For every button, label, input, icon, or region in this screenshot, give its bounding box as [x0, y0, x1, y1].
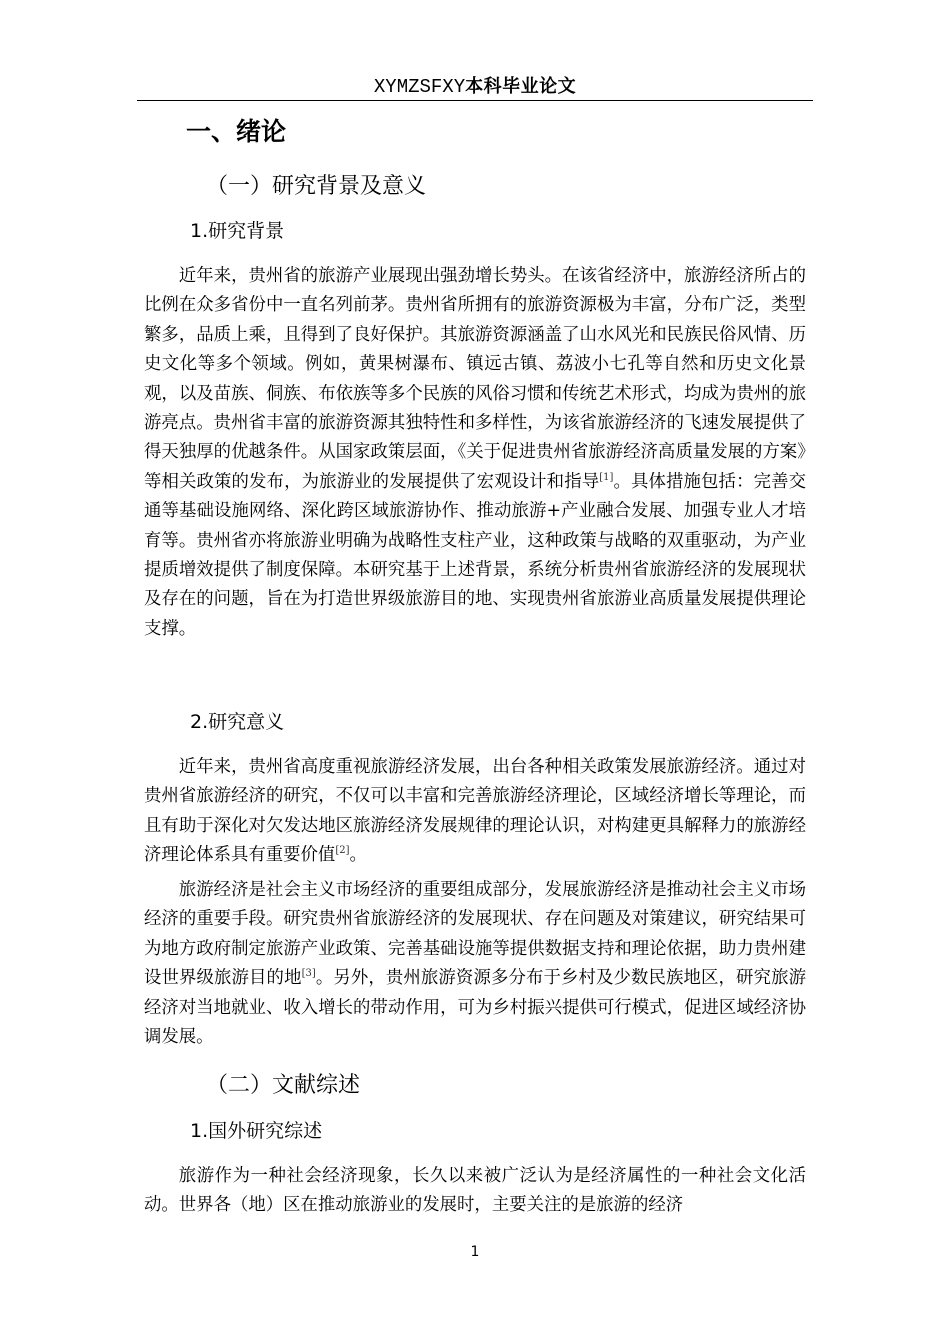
citation-1: [1] [599, 472, 614, 484]
section-heading-background: （一）研究背景及意义 [206, 174, 427, 199]
text-run: 旅游经济是社会主义市场经济的重要组成部分，发展旅游经济是推动社会主义市场经济的重要手段。研究贵州省旅游经济的发展现状、存在问题及对策建议，研究结果可为地方政府制定旅游产业政策、完善基础设施等提供数据支持和理论依据，助力贵州建设世界级旅游目的地 [144, 880, 806, 989]
subsection-heading-research-significance: 2.研究意义 [190, 711, 285, 733]
text-run: 近年来，贵州省高度重视旅游经济发展，出台各种相关政策发展旅游经济。通过对贵州省旅游经济的研究，不仅可以丰富和完善旅游经济理论，区域经济增长等理论，而且有助于深化对欠发达地区旅游经济发展规律的理论认识，对构建更具解释力的旅游经济理论体系具有重要价值 [144, 757, 806, 866]
chapter-heading: 一、绪论 [186, 117, 287, 146]
header-latin: XYMZSFXY [373, 76, 466, 98]
section-heading-literature-review: （二）文献综述 [206, 1073, 361, 1098]
citation-2: [2] [335, 845, 350, 857]
header-chinese: 本科毕业论文 [465, 76, 577, 97]
header-rule [137, 100, 813, 101]
subsection-heading-foreign-review: 1.国外研究综述 [190, 1120, 323, 1142]
paragraph-foreign-review: 旅游作为一种社会经济现象，长久以来被广泛认为是经济属性的一种社会文化活动。世界各（地）区在推动旅游业的发展时，主要关注的是旅游的经济 [144, 1166, 806, 1216]
text-run: 。另外，贵州旅游资源多分布于乡村及少数民族地区，研究旅游经济对当地就业、收入增长的带动作用，可为乡村振兴提供可行模式，促进区域经济协调发展。 [144, 968, 806, 1048]
paragraph-research-background [144, 262, 806, 644]
text-run: 。 [349, 845, 367, 866]
citation-3: [3] [301, 968, 316, 980]
text-run: 近年来，贵州省的旅游产业展现出强劲增长势头。在该省经济中，旅游经济所占的比例在众多省份中一直名列前茅。贵州省所拥有的旅游资源极为丰富，分布广泛，类型繁多，品质上乘，且得到了良好保护。其旅游资源涵盖了山水风光和民族民俗风情、历史文化等多个领域。例如，黄果树瀑布、镇远古镇、荔波小七孔等自然和历史文化景观，以及苗族、侗族、布依族等多个民族的风俗习惯和传统艺术形式，均成为贵州的旅游亮点。贵州省丰富的旅游资源其独特性和多样性，为该省旅游经济的飞速发展提供了得天独厚的优越条件。从国家政策层面，《关于促进贵州省旅游经济高质量发展的方案》等相关政策的发布，为旅游业的发展提供了宏观设计和指导 [144, 266, 806, 492]
paragraph-significance-2 [144, 876, 806, 1052]
subsection-heading-research-background: 1.研究背景 [190, 220, 285, 242]
page-number: 1 [470, 1244, 480, 1260]
paragraph-significance-1 [144, 753, 806, 871]
running-header [137, 72, 813, 100]
text-run: 。具体措施包括：完善交通等基础设施网络、深化跨区域旅游协作、推动旅游+产业融合发展、加强专业人才培育等。贵州省亦将旅游业明确为战略性支柱产业，这种政策与战略的双重驱动，为产业提质增效提供了制度保障。本研究基于上述背景，系统分析贵州省旅游经济的发展现状及存在的问题，旨在为打造世界级旅游目的地、实现贵州省旅游业高质量发展提供理论支撑。 [144, 471, 806, 639]
